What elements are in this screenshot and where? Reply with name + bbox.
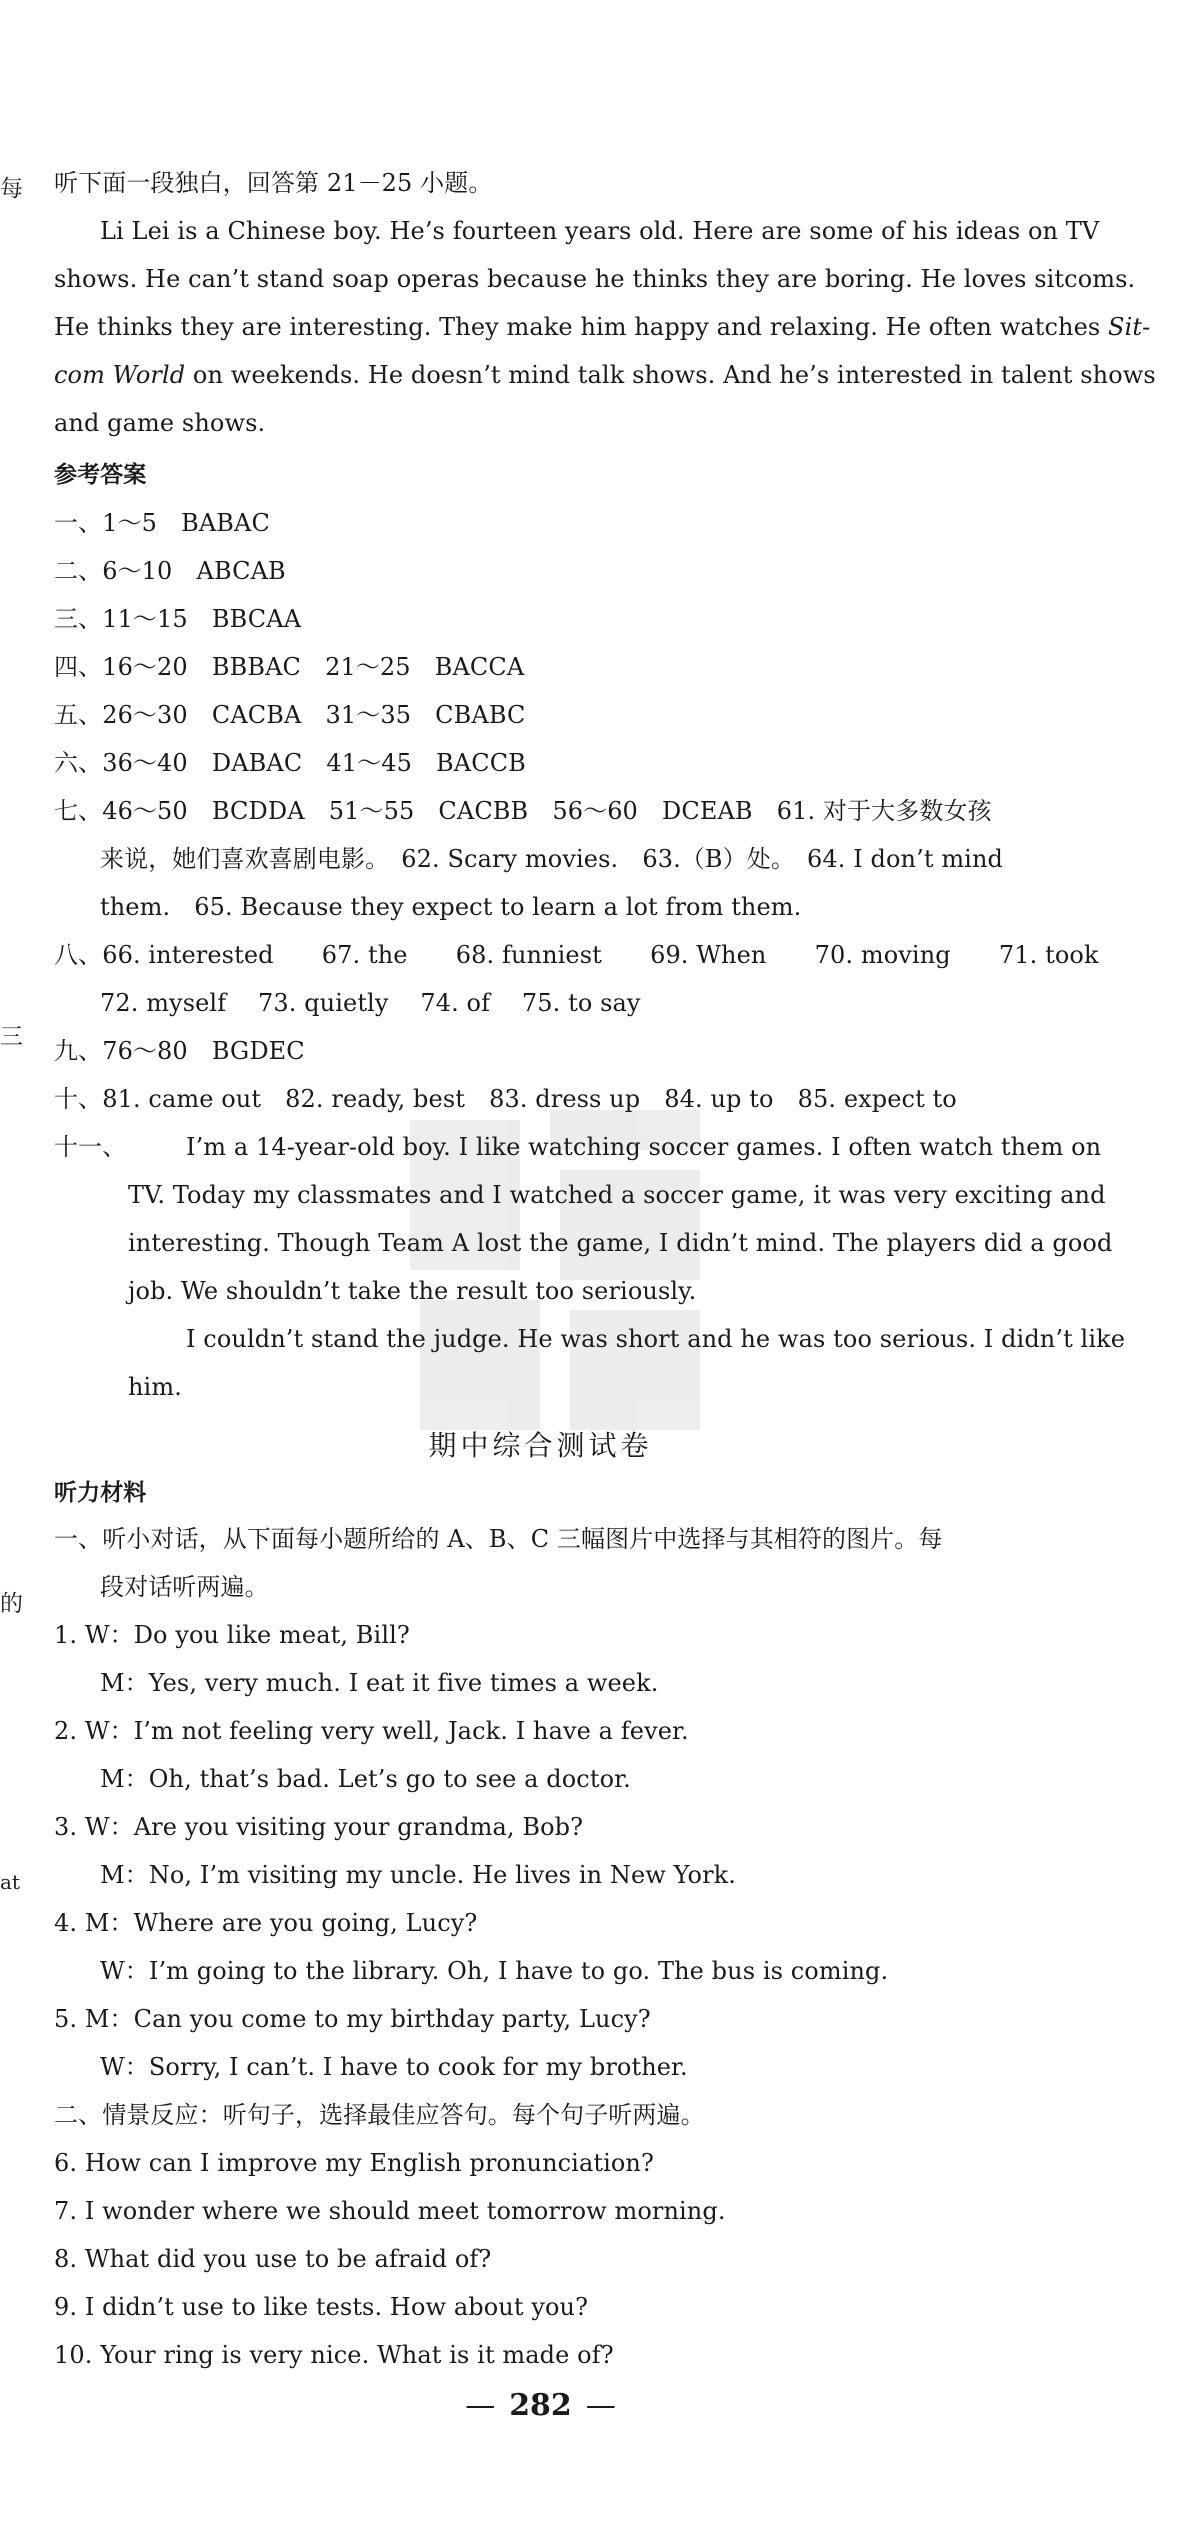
dialogue-answer: M：Yes, very much. I eat it five times a week.	[100, 1669, 659, 1697]
answer-line: 一、1～5 BABAC	[54, 509, 270, 537]
answer-line: 二、6～10 ABCAB	[54, 557, 286, 585]
part-instructions: 二、情景反应：听句子，选择最佳应答句。每个句子听两遍。	[54, 2101, 705, 2129]
listening-heading: 听力材料	[54, 1480, 147, 1506]
dialogue-answer: W：I’m going to the library. Oh, I have to go. The bus is coming.	[100, 1957, 889, 1985]
answer-line: 来说，她们喜欢喜剧电影。 62. Scary movies. 63.（B）处。 64. I don’t mind	[100, 845, 1003, 873]
answer-line: 四、16～20 BBBAC 21～25 BACCA	[54, 653, 525, 681]
passage-line: com World on weekends. He doesn’t mind talk shows. And he’s interested in talent shows	[54, 361, 1156, 389]
essay-line: interesting. Though Team A lost the game, I didn’t mind. The players did a good	[128, 1229, 1113, 1257]
essay-line: job. We shouldn’t take the result too seriously.	[128, 1277, 697, 1305]
sentence-item: 10. Your ring is very nice. What is it made of?	[54, 2341, 614, 2369]
dialogue-question: 5. M：Can you come to my birthday party, Lucy?	[54, 2005, 651, 2033]
section-header: 听下面一段独白，回答第 21－25 小题。	[54, 169, 493, 197]
essay-line: him.	[128, 1373, 182, 1401]
passage-line-text: He thinks they are interesting. They make him happy and relaxing. He often watches Sit-	[54, 313, 1151, 341]
dialogue-answer: W：Sorry, I can’t. I have to cook for my brother.	[100, 2053, 688, 2081]
answer-line: 三、11～15 BBCAA	[54, 605, 302, 633]
passage-line: and game shows.	[54, 409, 266, 437]
answer-line: 五、26～30 CACBA 31～35 CBABC	[54, 701, 526, 729]
answer-line: 八、66. interested 67. the 68. funniest 69. When 70. moving 71. took	[54, 941, 1099, 969]
sentence-item: 7. I wonder where we should meet tomorrow morning.	[54, 2197, 726, 2225]
answer-line: 七、46～50 BCDDA 51～55 CACBB 56～60 DCEAB 61. 对于大多数女孩	[54, 797, 992, 825]
answer-line: 九、76～80 BGDEC	[54, 1037, 305, 1065]
dialogue-answer: M：Oh, that’s bad. Let’s go to see a doctor.	[100, 1765, 631, 1793]
page-dash-left: —	[465, 2388, 496, 2423]
passage-line: Li Lei is a Chinese boy. He’s fourteen years old. Here are some of his ideas on TV	[100, 217, 1100, 245]
passage-line	[54, 310, 1151, 344]
essay-line: I couldn’t stand the judge. He was short and he was too serious. I didn’t like	[186, 1325, 1126, 1353]
margin-fragment: 的	[0, 1591, 23, 1617]
midterm-title: 期中综合测试卷	[428, 1429, 653, 1462]
dialogue-answer: M：No, I’m visiting my uncle. He lives in New York.	[100, 1861, 737, 1889]
page-number: 282	[509, 2388, 572, 2423]
passage-line: shows. He can’t stand soap operas because he thinks they are boring. He loves sitcoms.	[54, 265, 1136, 293]
part-instructions: 段对话听两遍。	[100, 1573, 269, 1601]
sentence-item: 6. How can I improve my English pronunciation?	[54, 2149, 654, 2177]
sentence-item: 8. What did you use to be afraid of?	[54, 2245, 492, 2273]
page-dash-right: —	[585, 2388, 616, 2423]
essay-line: I’m a 14-year-old boy. I like watching soccer games. I often watch them on	[186, 1133, 1102, 1161]
dialogue-question: 1. W：Do you like meat, Bill?	[54, 1621, 410, 1649]
answer-line: 十、81. came out 82. ready, best 83. dress up 84. up to 85. expect to	[54, 1085, 957, 1113]
answer-line: 72. myself 73. quietly 74. of 75. to say	[100, 989, 641, 1017]
margin-fragment: 三	[0, 1024, 23, 1050]
margin-fragment: at	[0, 1870, 20, 1894]
sentence-item: 9. I didn’t use to like tests. How about you?	[54, 2293, 589, 2321]
page-number-footer	[0, 2388, 1081, 2423]
answer-line: them. 65. Because they expect to learn a lot from them.	[100, 893, 802, 921]
answers-heading: 参考答案	[54, 462, 147, 488]
dialogue-question: 4. M：Where are you going, Lucy?	[54, 1909, 478, 1937]
essay-line: TV. Today my classmates and I watched a soccer game, it was very exciting and	[128, 1181, 1106, 1209]
part-instructions: 一、听小对话，从下面每小题所给的 A、B、C 三幅图片中选择与其相符的图片。每	[54, 1525, 943, 1553]
dialogue-question: 3. W：Are you visiting your grandma, Bob?	[54, 1813, 584, 1841]
margin-fragment: 每	[0, 176, 23, 202]
answer-line: 六、36～40 DABAC 41～45 BACCB	[54, 749, 526, 777]
dialogue-question: 2. W：I’m not feeling very well, Jack. I have a fever.	[54, 1717, 689, 1745]
essay-label: 十一、	[54, 1133, 127, 1161]
